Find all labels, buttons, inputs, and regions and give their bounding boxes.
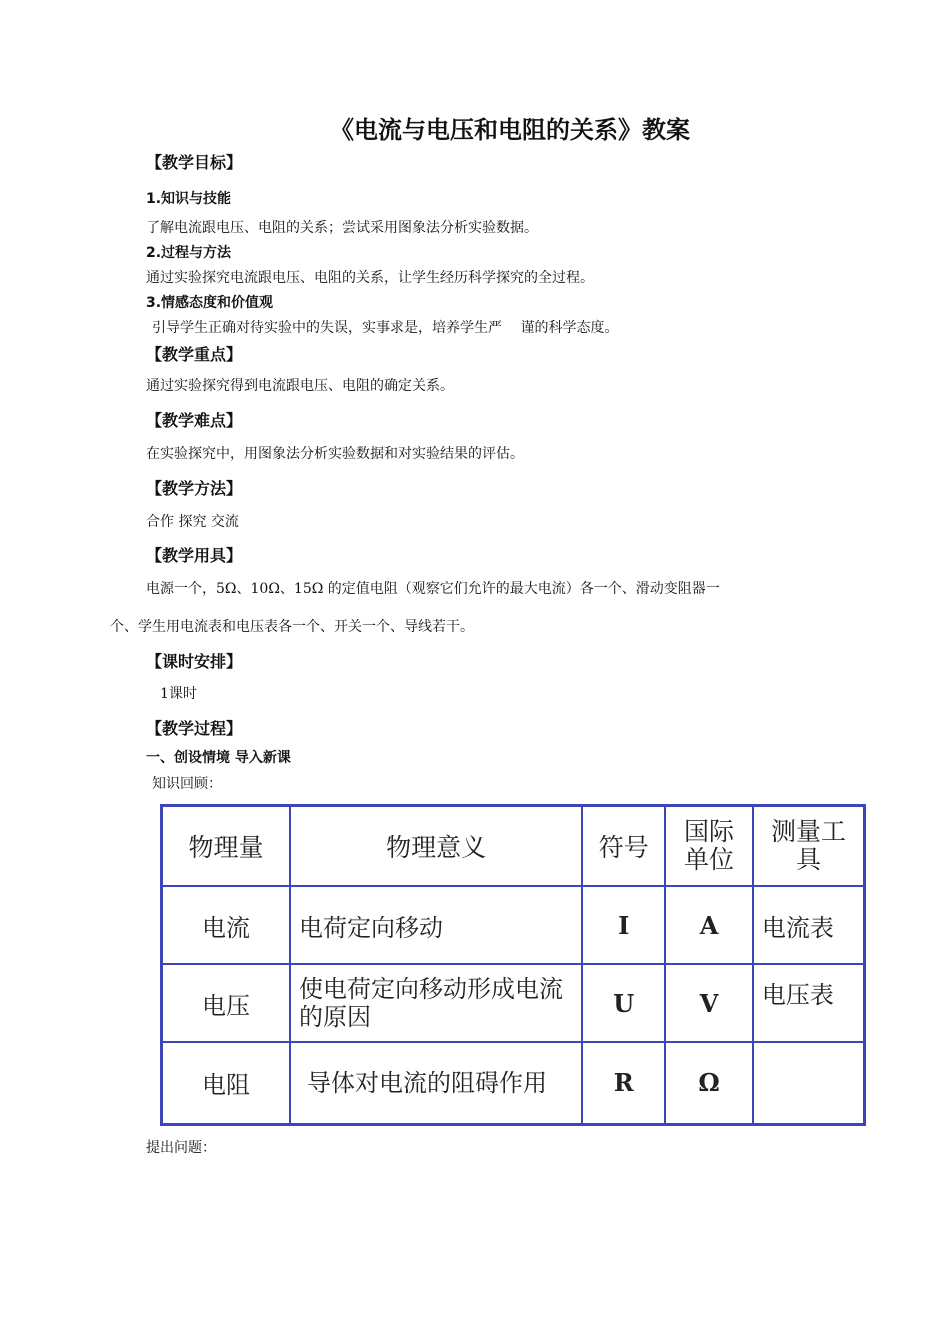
schedule-heading: 【课时安排】 (146, 652, 243, 671)
difficulty-heading: 【教学难点】 (146, 411, 243, 430)
cell-symbol: R (582, 1042, 665, 1124)
objective-1-title: 1.知识与技能 (146, 191, 232, 207)
process-heading: 【教学过程】 (146, 719, 243, 738)
document-title: 《电流与电压和电阻的关系》教案 (330, 116, 690, 144)
table-row (162, 1042, 865, 1124)
cell-meaning: 使电荷定向移动形成电流的原因 (290, 964, 582, 1042)
header-cell-unit: 国际单位 (665, 806, 753, 887)
table-header-row (162, 806, 865, 887)
objectives-heading: 【教学目标】 (146, 153, 243, 172)
cell-quantity: 电阻 (162, 1042, 290, 1124)
objective-1-text: 了解电流跟电压、电阻的关系；尝试采用图象法分析实验数据。 (146, 220, 538, 236)
cell-quantity: 电压 (162, 964, 290, 1042)
tools-text-line-1: 电源一个，5Ω、10Ω、15Ω 的定值电阻（观察它们允许的最大电流）各一个、滑动变阻器一 (146, 581, 720, 597)
header-cell-symbol: 符号 (582, 806, 665, 887)
header-cell-tool: 测量工具 (753, 806, 865, 887)
table-row (162, 886, 865, 964)
objective-2-text: 通过实验探究电流跟电压、电阻的关系，让学生经历科学探究的全过程。 (146, 270, 594, 286)
cell-quantity: 电流 (162, 886, 290, 964)
objective-3-title: 3.情感态度和价值观 (146, 295, 274, 311)
key-points-text: 通过实验探究得到电流跟电压、电阻的确定关系。 (146, 378, 454, 394)
key-points-heading: 【教学重点】 (146, 345, 243, 364)
difficulty-text: 在实验探究中，用图象法分析实验数据和对实验结果的评估。 (146, 446, 524, 462)
cell-tool: 电流表 (753, 886, 865, 964)
method-heading: 【教学方法】 (146, 479, 243, 498)
cell-tool: 电压表 (753, 964, 865, 1042)
cell-symbol: I (582, 886, 665, 964)
method-text: 合作 探究 交流 (146, 514, 239, 530)
objective-3-text: 引导学生正确对待实验中的失误，实事求是，培养学生严 谨的科学态度。 (152, 320, 619, 336)
cell-meaning: 导体对电流的阻碍作用 (290, 1042, 582, 1124)
objective-2-title: 2.过程与方法 (146, 245, 232, 261)
table-row (162, 964, 865, 1042)
question-label: 提出问题： (146, 1140, 216, 1156)
review-label: 知识回顾： (152, 776, 222, 792)
cell-unit: V (665, 964, 753, 1042)
cell-tool (753, 1042, 865, 1124)
cell-unit: Ω (665, 1042, 753, 1124)
header-cell-meaning: 物理意义 (290, 806, 582, 887)
cell-meaning: 电荷定向移动 (290, 886, 582, 964)
header-cell-quantity: 物理量 (162, 806, 290, 887)
tools-text-line-2: 个、学生用电流表和电压表各一个、开关一个、导线若干。 (110, 619, 474, 635)
knowledge-review-table (160, 804, 866, 1126)
cell-unit: A (665, 886, 753, 964)
tools-heading: 【教学用具】 (146, 546, 243, 565)
step-1-title: 一、创设情境 导入新课 (146, 750, 291, 766)
schedule-text: 1课时 (160, 686, 197, 702)
cell-symbol: U (582, 964, 665, 1042)
